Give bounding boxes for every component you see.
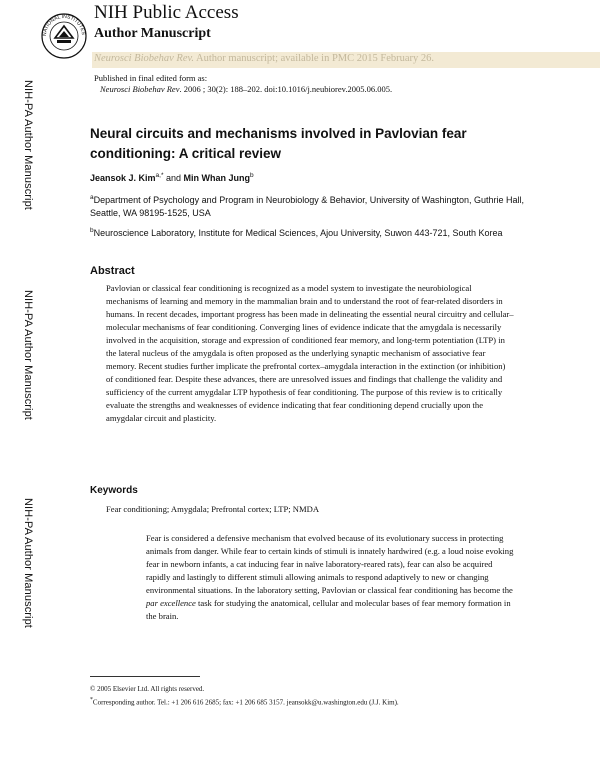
author-1: Jeansok J. Kim: [90, 173, 156, 183]
affiliation-a-text: Department of Psychology and Program in Neurobiology & Behavior, University of Washington, Guthrie Hall, Seattle, WA 98195-1525, USA: [90, 195, 524, 218]
side-label-top: NIH-PA Author Manuscript: [22, 80, 34, 210]
author-manuscript-label: Author Manuscript: [94, 26, 211, 41]
seal-text: NATIONAL INSTITUTES: [41, 13, 87, 37]
corresponding-marker: *: [90, 697, 93, 703]
author-2-affil: b: [250, 172, 254, 179]
published-in-label: Published in final edited form as:: [94, 73, 208, 83]
banner-journal: Neurosci Biobehav Rev.: [94, 53, 195, 64]
nih-public-access-title: NIH Public Access: [94, 2, 239, 23]
author-1-affil: a,*: [155, 172, 164, 179]
intro-italic: par excellence: [146, 598, 196, 608]
side-label-middle: NIH-PA Author Manuscript: [22, 290, 34, 420]
abstract-heading: Abstract: [90, 265, 135, 277]
affiliation-b-text: Neuroscience Laboratory, Institute for Medical Sciences, Ajou University, Suwon 443-721, South Korea: [93, 228, 503, 238]
affiliation-a: [90, 191, 530, 220]
abstract-text: Pavlovian or classical fear conditioning is recognized as a model system to investigate the neurobiological mechanisms of learning and memory in the mammalian brain and to understand the root of fear-related disorders in humans. In recent decades, important progress has been made in delineating the essential neural circuitry and cellular–molecular mechanisms of fear conditioning. Converging lines of evidence indicate that the amygdala is necessarily involved in the acquisition, storage and expression of conditioned fear memory, and long-term potentiation (LTP) in the lateral nucleus of the amygdala is often proposed as the underlying synaptic mechanism of associative fear memory. Recent studies further implicate the prefrontal cortex–amygdala interaction in the extinction (or inhibition) of conditioned fear. Despite these advances, there are unresolved issues and findings that challenge the validity and sufficiency of the current amygdalar LTP hypothesis of fear conditioning. The purpose of this review is to critically evaluate the strengths and weaknesses of evidence indicating that fear conditioning depend crucially upon the amygdalar circuit and plasticity.: [106, 283, 514, 423]
affiliation-a-marker: a: [90, 194, 94, 201]
availability-text: [94, 53, 434, 64]
paper-title: Neural circuits and mechanisms involved in Pavlovian fear conditioning: A critical review: [90, 126, 467, 161]
affiliation-b-marker: b: [90, 227, 94, 234]
affiliation-b: [90, 224, 530, 240]
intro-paragraph: [146, 532, 514, 623]
author-2: Min Whan Jung: [183, 173, 251, 183]
author-line: [90, 172, 254, 183]
author-and: and: [163, 173, 184, 183]
keywords-text: Fear conditioning; Amygdala; Prefrontal cortex; LTP; NMDA: [106, 504, 320, 514]
nih-seal-logo: [40, 4, 88, 68]
side-label-bottom: NIH-PA Author Manuscript: [22, 498, 34, 628]
citation-journal: Neurosci Biobehav Rev: [100, 84, 180, 94]
corresponding-author-footnote: [90, 697, 399, 706]
citation-details: . 2006 ; 30(2): 188–202. doi:10.1016/j.neubiorev.2005.06.005.: [179, 84, 393, 94]
copyright-footnote: © 2005 Elsevier Ltd. All rights reserved.: [90, 685, 205, 693]
banner-rest: Author manuscript; available in PMC 2015 February 26.: [194, 53, 435, 64]
intro-text-1: Fear is considered a defensive mechanism that evolved because of its evolutionary success in protecting animals from danger. While fear to certain kinds of stimuli is innately hardwired (e.g. a loud noise evoking fear in newborn infants, a cat inducing fear in naïve laboratory-reared rats), fear can also be acquired rapidly and lastingly to different stimuli allowing animals to respond adaptively to new or changing environmental situations. In the laboratory setting, Pavlovian or classical fear conditioning has become the: [146, 533, 514, 595]
keywords-heading: Keywords: [90, 485, 138, 496]
corresponding-text: Corresponding author. Tel.: +1 206 616 2685; fax: +1 206 685 3157. jeansokk@u.washington.edu (J.J. Kim).: [92, 698, 399, 707]
intro-text-2: task for studying the anatomical, cellular and molecular bases of fear memory formation in the brain.: [146, 598, 511, 621]
footnote-divider: [90, 676, 200, 677]
citation: [100, 84, 392, 94]
